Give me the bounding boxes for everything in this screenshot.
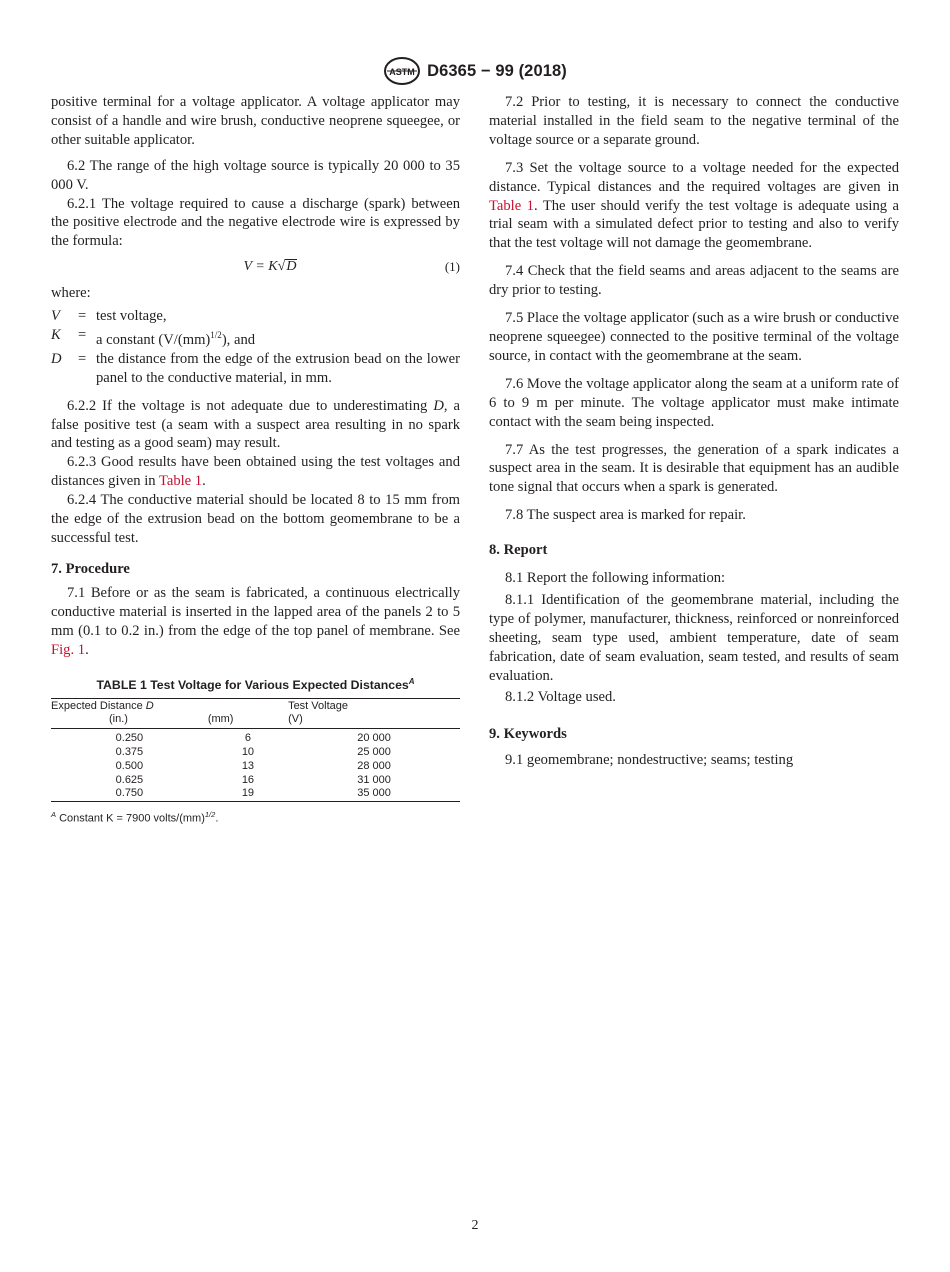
voltage-table <box>51 698 460 802</box>
where-definition: the distance from the edge of the extrusion bead on the lower panel to the conductive material, in mm. <box>96 350 460 386</box>
where-definition: a constant (V/(mm)$^{1/2}$), and <box>96 330 256 348</box>
section-7-heading: 7. Procedure <box>51 560 130 577</box>
table-row <box>51 729 460 746</box>
unit-v: (V) <box>288 713 460 729</box>
astm-logo-text: ASTM <box>389 67 415 77</box>
table-1 <box>51 673 460 828</box>
table-row <box>51 787 460 801</box>
equation-1 <box>51 256 460 278</box>
table-title: TABLE 1 Test Voltage for Various Expected Distances$^A$ <box>96 677 415 693</box>
cell-voltage: 20 000 <box>357 732 391 745</box>
paragraph-6-2-2: 6.2.2 If the voltage is not adequate due to underestimating D, a false positive test (a seam with a suspect area resulting in no spark and testing as a good seam) may result. <box>51 397 460 452</box>
paragraph-7-2: 7.2 Prior to testing, it is necessary to connect the conductive material installed in the field seam to the negative terminal of the voltage source or a separate ground. <box>489 94 899 148</box>
where-symbol: K <box>51 327 61 344</box>
where-definition: test voltage, <box>96 308 167 325</box>
table-row <box>51 760 460 774</box>
cell-voltage: 25 000 <box>357 746 391 759</box>
paragraph-7-6: 7.6 Move the voltage applicator along the seam at a uniform rate of 6 to 9 m per minute. The voltage applicator must make intimate contact with the seam being inspected. <box>489 375 899 430</box>
section-9-heading: 9. Keywords <box>489 726 567 743</box>
unit-mm: (mm) <box>208 713 288 729</box>
equation-formula: V = K√D <box>243 258 297 274</box>
equation-radicand: D <box>286 258 297 274</box>
paragraph-9-1: 9.1 geomembrane; nondestructive; seams; testing <box>505 752 794 769</box>
paragraph-6-1-continued: positive terminal for a voltage applicator. A voltage applicator may consist of a handle and wire brush, conductive neoprene squeegee, or other suitable applicator. <box>51 94 460 148</box>
left-column <box>51 93 460 829</box>
table-1-link[interactable]: Table 1 <box>489 197 534 214</box>
paragraph-6-2-1: 6.2.1 The voltage required to cause a discharge (spark) between the positive electrode and the negative electrode wire is expressed by the formula: <box>51 195 460 250</box>
paragraph-6-2: 6.2 The range of the high voltage source is typically 20 000 to 35 000 V. <box>51 157 460 193</box>
document-designation: D6365 − 99 (2018) <box>427 61 567 80</box>
cell-voltage: 35 000 <box>288 787 460 801</box>
paragraph-6-2-3: 6.2.3 Good results have been obtained using the test voltages and distances given in Table 1. <box>51 454 460 490</box>
where-symbol: D <box>51 350 62 367</box>
table-row <box>51 774 460 788</box>
page-number: 2 <box>471 1218 479 1233</box>
unit-in: (in.) <box>51 713 208 729</box>
paragraph-7-5: 7.5 Place the voltage applicator (such as a wire brush or conductive neoprene squeegee) connected to the positive terminal of the voltage source, in contact with the geomembrane at the seam. <box>489 310 899 364</box>
paragraph-7-4: 7.4 Check that the field seams and areas adjacent to the seams are dry prior to testing. <box>489 263 899 299</box>
paragraph-8-1-2: 8.1.2 Voltage used. <box>505 689 616 706</box>
table-footnote: $^A$ Constant K = 7900 volts/(mm)$^{1/2}$. <box>51 809 219 825</box>
cell-mm: 13 <box>241 759 255 772</box>
where-item-v <box>51 307 460 326</box>
where-equals: = <box>78 327 87 344</box>
paragraph-8-1-1: 8.1.1 Identification of the geomembrane material, including the type of polymer, manufacturer, thickness, reinforced or nonreinforced sheeting, seam type used, ambient temperature, date of seam fabrication, date of seam evaluation, seam tested, and results of seam evaluation. <box>489 591 899 684</box>
where-label: where: <box>51 285 91 302</box>
cell-in: 0.375 <box>115 746 144 759</box>
where-equals: = <box>78 308 87 325</box>
fig-1-link[interactable]: Fig. 1 <box>51 641 86 658</box>
where-item-d <box>51 350 460 388</box>
cell-in: 0.500 <box>115 759 144 772</box>
paragraph-7-8: 7.8 The suspect area is marked for repair. <box>505 507 746 524</box>
cell-in: 0.250 <box>115 732 144 745</box>
cell-voltage: 28 000 <box>357 759 391 772</box>
right-column <box>489 93 899 770</box>
table-1-link[interactable]: Table 1 <box>158 473 203 490</box>
header-test-voltage: Test Voltage <box>288 699 460 714</box>
cell-mm: 10 <box>241 746 255 759</box>
equation-lhs: V = K <box>243 258 278 274</box>
cell-mm: 16 <box>241 773 255 786</box>
page-header <box>0 54 950 88</box>
where-equals: = <box>78 350 87 367</box>
header-expected-distance: Expected Distance D <box>51 699 288 714</box>
where-item-k <box>51 326 460 350</box>
cell-mm: 19 <box>208 787 288 801</box>
section-8-heading: 8. Report <box>489 542 548 559</box>
paragraph-7-1: 7.1 Before or as the seam is fabricated, a continuous electrically conductive material is inserted in the lapped area of the panels 2 to 5 mm (0.1 to 0.2 in.) from the edge of the top panel of membrane. See Fig. 1. <box>51 584 460 658</box>
cell-mm: 6 <box>244 732 251 745</box>
astm-logo-icon <box>383 56 421 86</box>
paragraph-6-2-4: 6.2.4 The conductive material should be located 8 to 15 mm from the edge of the extrusion bead on the bottom geomembrane to be a successful test. <box>51 492 460 546</box>
paragraph-7-7: 7.7 As the test progresses, the generation of a spark indicates a suspect area in the seam. It is desirable that equipment has an audible tone signal that occurs when a spark is generated. <box>489 441 899 496</box>
cell-in: 0.750 <box>51 787 208 801</box>
table-row <box>51 746 460 760</box>
where-symbol: V <box>51 308 60 325</box>
paragraph-7-3: 7.3 Set the voltage source to a voltage needed for the expected distance. Typical distances and the required voltages are given in Table 1. The user should verify the test voltage is adequate using a trial seam with a simulated defect prior to testing and also to verify that the test voltage will not damage the geomembrane. <box>489 159 899 252</box>
paragraph-8-1: 8.1 Report the following information: <box>505 570 726 587</box>
equation-number: (1) <box>444 258 460 274</box>
cell-in: 0.625 <box>115 773 144 786</box>
cell-voltage: 31 000 <box>357 773 391 786</box>
where-list <box>51 307 460 387</box>
